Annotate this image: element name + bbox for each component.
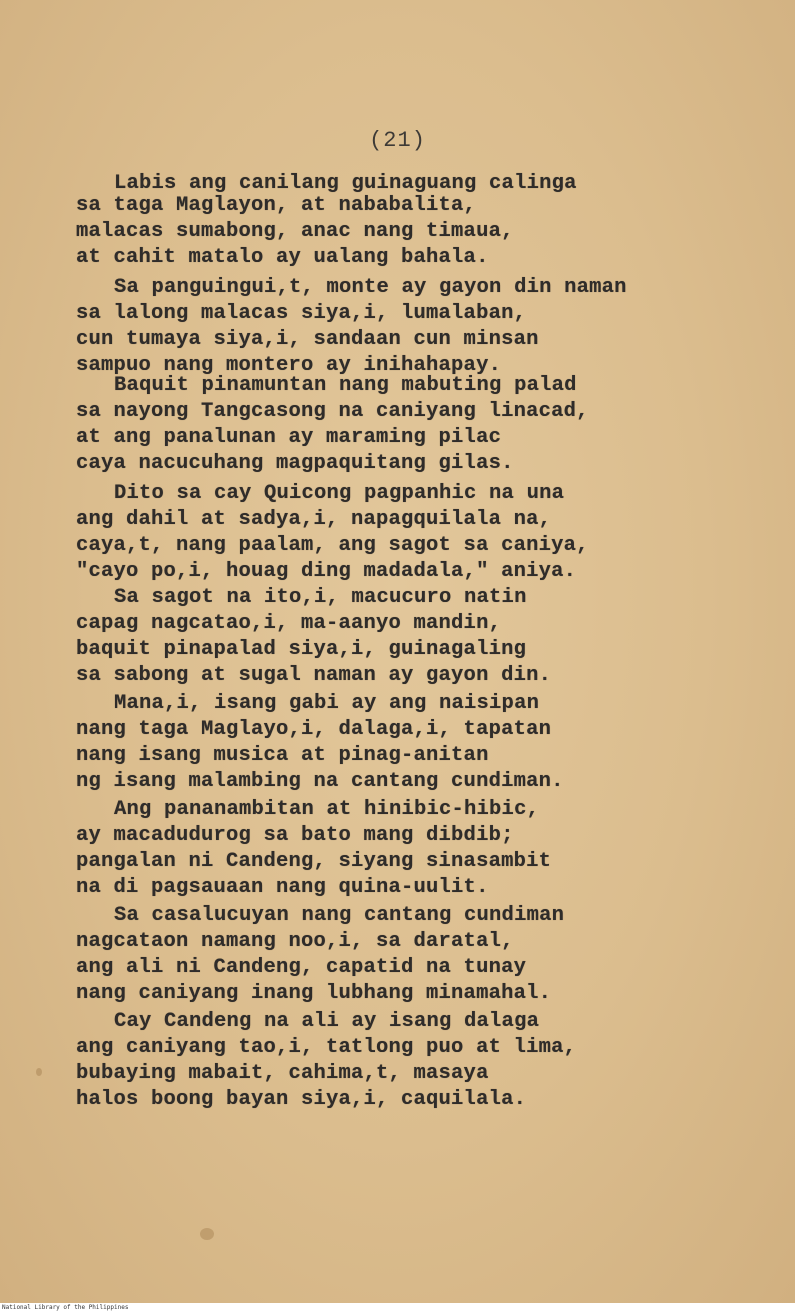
poem-line: cun tumaya siya,i, sandaan cun minsan: [76, 328, 539, 351]
poem-line: capag nagcatao,i, ma-aanyo mandin,: [76, 612, 502, 635]
poem-line: Labis ang canilang guinaguang calinga: [114, 172, 577, 195]
poem-line: bubaying mabait, cahima,t, masaya: [76, 1062, 489, 1085]
poem-line: Ang pananambitan at hinibic-hibic,: [114, 798, 540, 821]
poem-line: caya,t, nang paalam, ang sagot sa caniya,: [76, 534, 589, 557]
paper-stain: [200, 1228, 214, 1240]
poem-line: ang caniyang tao,i, tatlong puo at lima,: [76, 1036, 577, 1059]
poem-line: sa taga Maglayon, at nababalita,: [76, 194, 477, 217]
poem-line: at cahit matalo ay ualang bahala.: [76, 246, 489, 269]
poem-line: Sa panguingui,t, monte ay gayon din naman: [114, 276, 627, 299]
poem-line: ang ali ni Candeng, capatid na tunay: [76, 956, 527, 979]
poem-line: nang taga Maglayo,i, dalaga,i, tapatan: [76, 718, 552, 741]
poem-line: nang caniyang inang lubhang minamahal.: [76, 982, 552, 1005]
poem-line: nagcataon namang noo,i, sa daratal,: [76, 930, 514, 953]
poem-line: Sa casalucuyan nang cantang cundiman: [114, 904, 565, 927]
poem-line: ang dahil at sadya,i, napagquilala na,: [76, 508, 552, 531]
poem-line: Mana,i, isang gabi ay ang naisipan: [114, 692, 540, 715]
poem-line: Sa sagot na ito,i, macucuro natin: [114, 586, 527, 609]
poem-line: sampuo nang montero ay inihahapay.: [76, 354, 502, 377]
poem-line: pangalan ni Candeng, siyang sinasambit: [76, 850, 552, 873]
poem-line: halos boong bayan siya,i, caquilala.: [76, 1088, 527, 1111]
poem-line: Baquit pinamuntan nang mabuting palad: [114, 374, 577, 397]
poem-line: na di pagsauaan nang quina-uulit.: [76, 876, 489, 899]
poem-line: ng isang malambing na cantang cundiman.: [76, 770, 564, 793]
poem-line: sa lalong malacas siya,i, lumalaban,: [76, 302, 527, 325]
poem-line: Cay Candeng na ali ay isang dalaga: [114, 1010, 540, 1033]
page-number: (21): [369, 128, 426, 153]
poem-line: "cayo po,i, houag ding madadala," aniya.: [76, 560, 577, 583]
paper-stain: [36, 1068, 42, 1076]
poem-line: baquit pinapalad siya,i, guinagaling: [76, 638, 527, 661]
poem-line: nang isang musica at pinag-anitan: [76, 744, 489, 767]
poem-line: Dito sa cay Quicong pagpanhic na una: [114, 482, 565, 505]
poem-line: at ang panalunan ay maraming pilac: [76, 426, 502, 449]
poem-line: ay macadudurog sa bato mang dibdib;: [76, 824, 514, 847]
library-credit: National Library of the Philippines: [2, 1304, 129, 1311]
poem-line: caya nacucuhang magpaquitang gilas.: [76, 452, 514, 475]
poem-line: sa nayong Tangcasong na caniyang linacad,: [76, 400, 589, 423]
poem-line: sa sabong at sugal naman ay gayon din.: [76, 664, 552, 687]
poem-line: malacas sumabong, anac nang timaua,: [76, 220, 514, 243]
